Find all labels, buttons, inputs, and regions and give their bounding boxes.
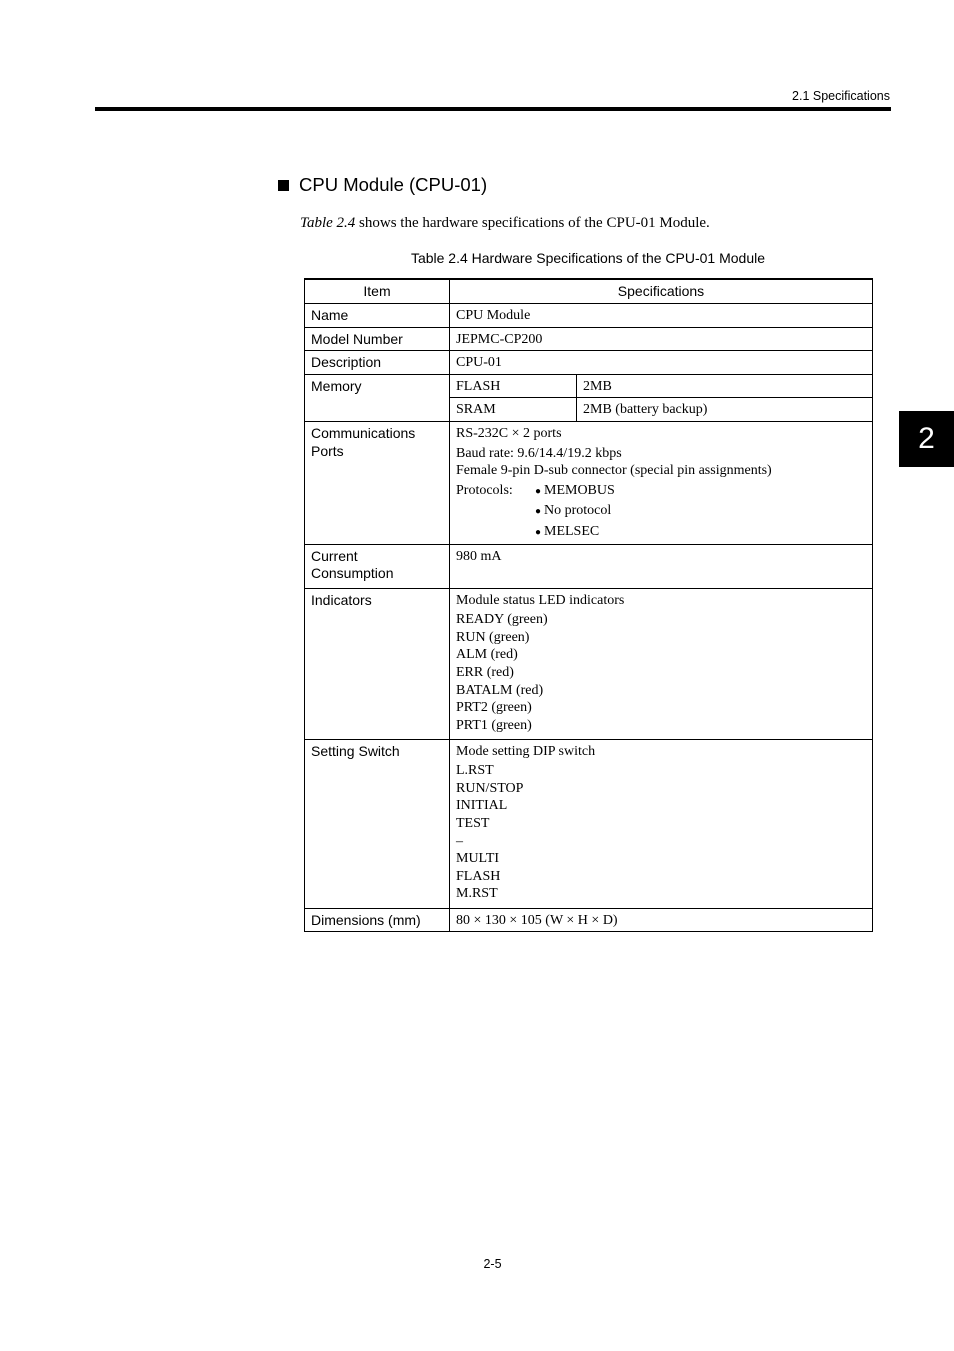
row-value — [450, 739, 873, 908]
table-row-current — [305, 544, 873, 588]
table-reference: Table 2.4 — [300, 215, 356, 231]
row-label: Memory — [305, 374, 450, 421]
value-line: Mode setting DIP switch — [456, 743, 596, 759]
value-line: PRT1 (green) — [456, 717, 532, 733]
running-header: 2.1 Specifications — [792, 89, 890, 103]
spec-table — [304, 278, 873, 932]
bullet-icon: ● — [535, 526, 542, 538]
row-label — [305, 544, 450, 588]
value-line: MULTI — [456, 851, 500, 867]
value-line: TEST — [456, 815, 490, 831]
table-row-dimensions — [305, 908, 873, 932]
protocol-item: No protocol — [544, 503, 612, 519]
value-line: RUN (green) — [456, 629, 530, 645]
table-row-name — [305, 304, 873, 328]
value-line: ALM (red) — [456, 647, 518, 663]
chapter-tab: 2 — [899, 411, 954, 467]
row-label: Dimensions (mm) — [305, 908, 450, 932]
header-rule — [95, 107, 891, 111]
protocol-item: MELSEC — [544, 523, 600, 539]
row-value: CPU Module — [450, 304, 873, 328]
value-line: – — [456, 833, 463, 849]
memory-type: FLASH — [450, 374, 577, 398]
row-value: 980 mA — [450, 544, 873, 588]
protocol-item: MEMOBUS — [544, 482, 615, 498]
row-value: 80 × 130 × 105 (W × H × D) — [450, 908, 873, 932]
row-value: JEPMC-CP200 — [450, 327, 873, 351]
value-line: Baud rate: 9.6/14.4/19.2 kbps — [456, 445, 622, 461]
table-row-model — [305, 327, 873, 351]
protocols-label: Protocols: — [456, 482, 513, 498]
row-value: CPU-01 — [450, 351, 873, 375]
value-line: RS-232C × 2 ports — [456, 425, 562, 441]
row-label-line: Ports — [311, 442, 344, 459]
bullet-icon: ● — [535, 485, 542, 497]
value-line: READY (green) — [456, 612, 548, 628]
row-label-line: Consumption — [311, 565, 394, 582]
table-row-comm-ports — [305, 421, 873, 544]
value-line: RUN/STOP — [456, 780, 524, 796]
memory-size: 2MB (battery backup) — [577, 398, 873, 422]
intro-paragraph — [300, 215, 710, 232]
value-line: Female 9-pin D-sub connector (special pin assignments) — [456, 463, 772, 479]
header-specifications: Specifications — [450, 279, 873, 304]
row-value — [450, 588, 873, 739]
value-line: FLASH — [456, 868, 501, 884]
protocol-line — [456, 502, 866, 521]
table-caption: Table 2.4 Hardware Specifications of the CPU-01 Module — [410, 250, 766, 266]
memory-type: SRAM — [450, 398, 577, 422]
value-line: M.RST — [456, 886, 498, 902]
section-title: CPU Module (CPU-01) — [299, 174, 488, 195]
value-line: Module status LED indicators — [456, 592, 625, 608]
value-line: INITIAL — [456, 798, 508, 814]
value-line: ERR (red) — [456, 664, 514, 680]
section-heading — [278, 174, 487, 196]
row-label-line: Communications — [311, 424, 416, 441]
memory-size: 2MB — [577, 374, 873, 398]
protocol-line — [456, 482, 866, 501]
protocol-line — [456, 523, 866, 542]
bullet-icon: ● — [535, 506, 542, 518]
row-label: Description — [305, 351, 450, 375]
value-line: BATALM (red) — [456, 682, 544, 698]
row-label — [305, 421, 450, 544]
intro-text: shows the hardware specifications of the CPU-01 Module. — [355, 215, 710, 231]
square-bullet-icon — [278, 180, 289, 191]
table-row-memory-flash — [305, 374, 873, 398]
row-value — [450, 421, 873, 544]
table-row-description — [305, 351, 873, 375]
table-row-indicators — [305, 588, 873, 739]
row-label: Name — [305, 304, 450, 328]
page-number: 2-5 — [483, 1257, 502, 1271]
table-header-row — [305, 279, 873, 304]
value-line: PRT2 (green) — [456, 700, 532, 716]
value-line: L.RST — [456, 763, 494, 779]
table-row-setting-switch — [305, 739, 873, 908]
row-label-line: Current — [311, 547, 358, 564]
row-label: Model Number — [305, 327, 450, 351]
header-item: Item — [305, 279, 450, 304]
row-label: Indicators — [305, 588, 450, 739]
row-label: Setting Switch — [305, 739, 450, 908]
